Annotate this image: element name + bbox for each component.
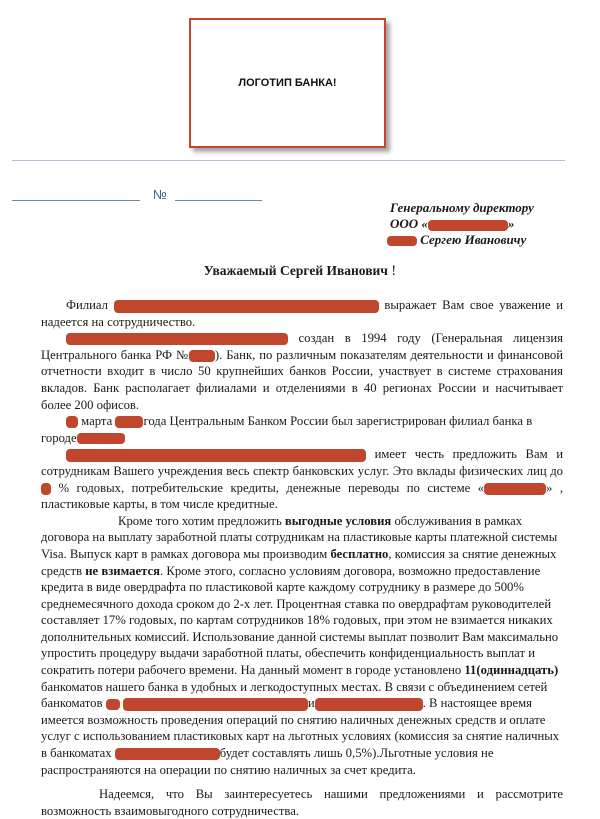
bank-logo-placeholder [189,18,386,148]
redaction [484,483,546,495]
redaction [106,699,120,710]
redaction [189,350,215,362]
salutation: Уважаемый Сергей Иванович ! [203,263,397,279]
paragraph-closing: Надеемся, что Вы заинтересуетесь нашими предложениями и рассмотрите возможность взаимовыгодного сотрудничества. [41,787,563,818]
redaction [77,433,125,444]
date-blank-line [12,200,140,201]
paragraph-registration: марта года Центральным Банком России был зарегистрирован филиал банка в городе [41,414,533,445]
addressee-company: ООО « » [390,216,515,231]
redaction [387,236,417,246]
redaction [123,698,308,711]
number-blank-line [175,200,262,201]
redaction [66,416,78,428]
header-divider [12,160,565,161]
paragraph-bank-info: создан в 1994 году (Генеральная лицензия Центрального банка РФ № ). Банк, по различным показателям деятельности и финансовой отчетности входит в число 50 крупнейших банков России, участвует в системе страхования вкладов. Банк располагает филиалами и отделениями в 40 регионах России и насчитывает более 200 офисов. [41,331,563,412]
paragraph-intro: Филиал выражает Вам свое уважение и надеется на сотрудничество. [41,298,563,329]
redaction [66,449,366,462]
redaction [315,698,423,711]
paragraph-services: имеет честь предложить Вам и сотрудникам Вашего учреждения весь спектр банковских услуг. Это вклады физических лиц до % годовых, потребительские кредиты, денежные переводы по системе « » , пластиковые карты, в том числе кредитные. [41,447,563,512]
number-sign: № [153,187,167,202]
addressee-name: Сергею Ивановичу [390,232,534,248]
addressee-position: Генеральному директору [390,200,534,215]
logo-text: ЛОГОТИП БАНКА! [238,77,337,89]
redaction [114,300,379,313]
redaction [115,748,220,760]
redaction [66,333,288,345]
addressee-block [390,200,534,248]
redaction [41,483,51,495]
letter-body [41,297,563,819]
paragraph-salary-project: Кроме того хотим предложить выгодные условия обслуживания в рамках договора на выплату заработной платы сотрудникам на пластиковые карты платежной системы Visa. Выпуск карт в рамках договора мы производим бесплатно, комиссия за снятие денежных средств не взимается. Кроме этого, согласно условиям договора, возможно предоставление кредита в виде овердрафта по пластиковой карте каждому сотруднику в размере до 500% среднемесячного дохода сроком до 2-х лет. Процентная ставка по овердрафтам руководителей составляет 17% годовых, по картам сотрудников 18% годовых, при этом не взимается никаких дополнительных комиссий. Использование данной системы выплат позволит Вам максимально упростить процедуру выдачи заработной платы, обеспечить конфиденциальность выплат и сократить потери рабочего времени. На данный момент в городе установлено 11(одиннадцать) банкоматов нашего банка в удобных и легкодоступных местах. В связи с объединением сетей банкоматов и . В настоящее время имеется возможность проведения операций по снятию наличных денежных средств и оплате услуг с использованием пластиковых карт на льготных условиях (комиссия за снятие наличных в банкоматах будет составлять лишь 0,5%).Льготные условия не распространяются на операции по снятию наличных за счет кредита. [41,513,560,777]
redaction [115,416,143,428]
redaction [428,220,508,231]
